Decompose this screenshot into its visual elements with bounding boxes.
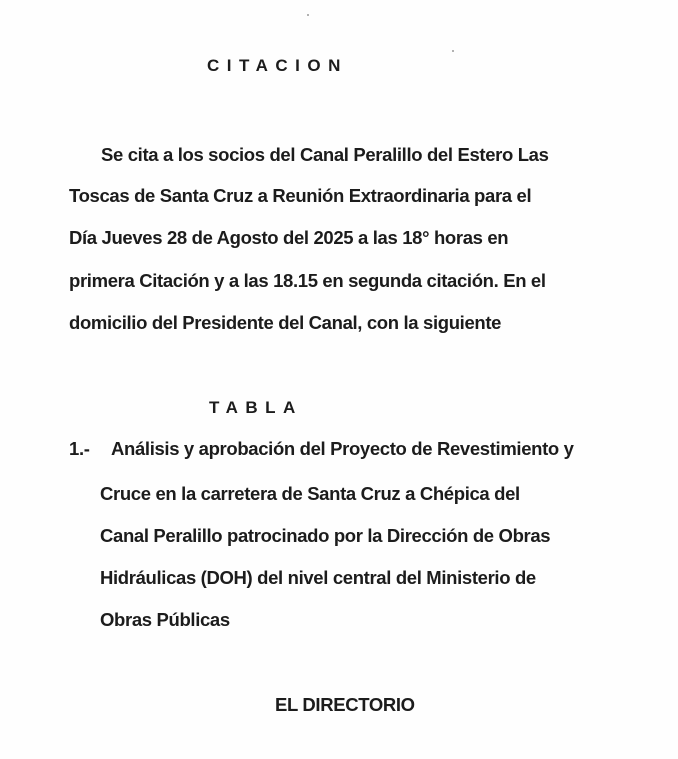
agenda-line: Análisis y aprobación del Proyecto de Revestimiento y — [111, 438, 574, 459]
agenda-line: Cruce en la carretera de Santa Cruz a Chépica del — [100, 483, 520, 504]
body-line: Día Jueves 28 de Agosto del 2025 a las 18° horas en — [69, 227, 509, 248]
body-line: Se cita a los socios del Canal Peralillo del Estero Las — [101, 144, 549, 165]
body-line: primera Citación y a las 18.15 en segunda citación. En el — [69, 270, 546, 291]
document-title: CITACION — [207, 56, 348, 75]
body-line: Toscas de Santa Cruz a Reunión Extraordinaria para el — [69, 185, 532, 206]
section-heading: TABLA — [209, 398, 303, 417]
body-line: domicilio del Presidente del Canal, con la siguiente — [69, 312, 502, 333]
agenda-line: Canal Peralillo patrocinado por la Dirección de Obras — [100, 525, 551, 546]
agenda-line: Hidráulicas (DOH) del nivel central del Ministerio de — [100, 567, 536, 588]
agenda-item-number: 1.- — [69, 438, 90, 459]
agenda-line: Obras Públicas — [100, 609, 230, 630]
paper-speck — [452, 50, 454, 52]
signature: EL DIRECTORIO — [275, 694, 415, 715]
paper-speck — [307, 14, 309, 16]
